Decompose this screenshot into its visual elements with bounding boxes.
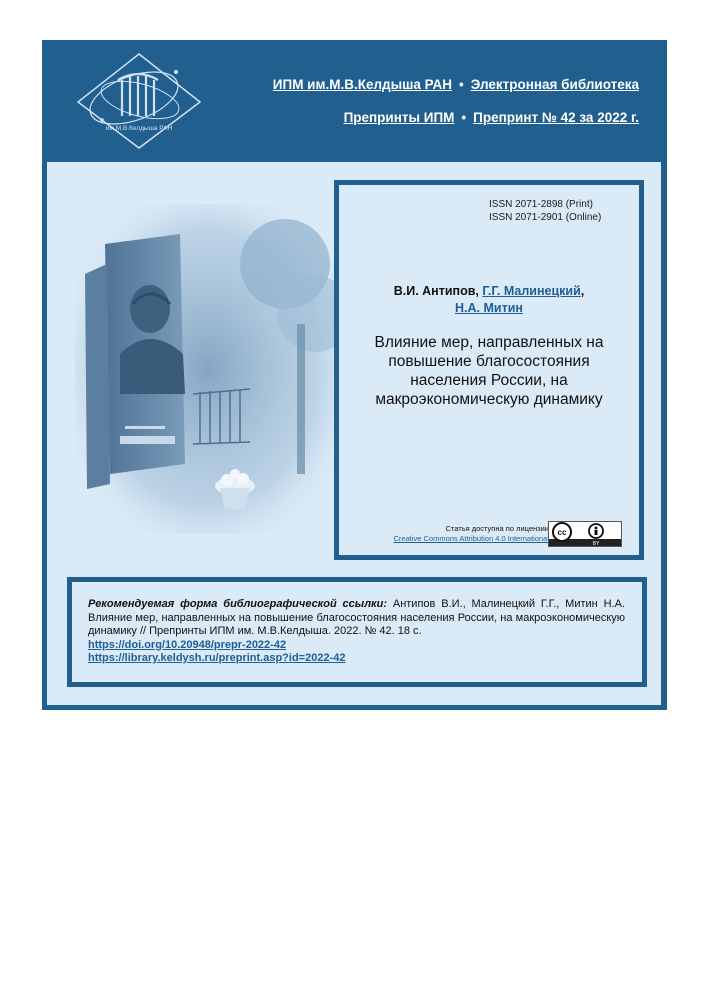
citation-box (67, 577, 647, 687)
license-text (394, 524, 550, 544)
issn-print: ISSN 2071-2898 (Print) (489, 199, 593, 210)
header-bar (42, 40, 667, 162)
ipm-logo-icon (74, 50, 204, 152)
title-card (334, 180, 644, 560)
doi-link[interactable]: https://doi.org/10.20948/prepr-2022-42 (88, 638, 287, 651)
cc-by-badge-icon[interactable] (548, 521, 622, 547)
preprint-title: Влияние мер, направленных на повышение благосостояния населения России, на макроэкономическую динамику (374, 334, 604, 408)
institute-link[interactable]: ИПМ им.М.В.Келдыша РАН (272, 77, 452, 92)
monument-photo (75, 204, 340, 534)
preprints-link[interactable]: Препринты ИПМ (343, 110, 455, 125)
author-mitin-link[interactable]: Н.А. Митин (455, 301, 523, 315)
preprint-link[interactable]: Препринт № 42 за 2022 г. (473, 110, 639, 125)
license-link[interactable]: Creative Commons Attribution 4.0 International (393, 534, 549, 543)
header-line-1 (273, 77, 639, 92)
authors (339, 283, 639, 317)
separator: • (458, 77, 464, 92)
citation-body: Антипов В.И., Малинецкий Г.Г., Митин Н.А. Влияние мер, направленных на повышение благосостояния населения России, на макроэкономическую динамику // Препринты ИПМ им. М.В.Келдыша. 2022. № 42. 18 с. (88, 598, 625, 637)
issn-online: ISSN 2071-2901 (Online) (489, 212, 602, 223)
license-label: Статья доступна по лицензии (445, 524, 549, 533)
author-comma: , (580, 284, 585, 298)
logo-caption: им.М.В.Келдыша РАН (105, 125, 173, 132)
author-malinetsky-link[interactable]: Г.Г. Малинецкий (482, 284, 581, 298)
cover-frame (42, 40, 667, 710)
svg-text:BY: BY (592, 541, 600, 547)
cover-panel (47, 162, 661, 705)
separator: • (461, 110, 467, 125)
citation-lead: Рекомендуемая форма библиографической ссылки: (88, 598, 387, 610)
author-antipov: В.И. Антипов, (393, 284, 479, 298)
citation-text (88, 598, 625, 666)
library-link[interactable]: Электронная библиотека (470, 77, 639, 92)
header-line-2 (344, 110, 639, 125)
library-preprint-link[interactable]: https://library.keldysh.ru/preprint.asp?id=2022-42 (88, 652, 346, 664)
svg-text:cc: cc (557, 528, 567, 537)
